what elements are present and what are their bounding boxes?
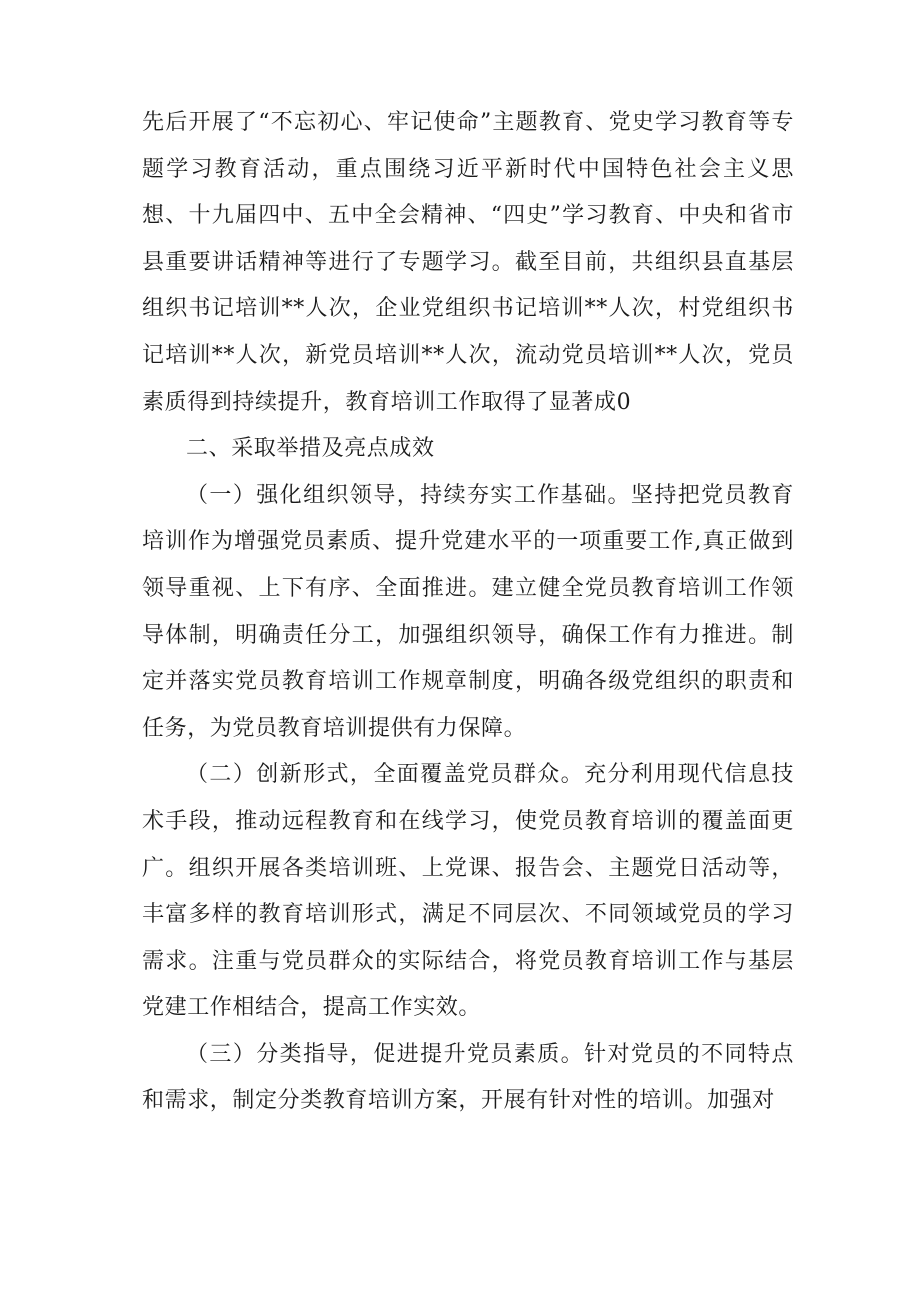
paragraph-measure-1: （一）强化组织领导，持续夯实工作基础。坚持把党员教育培训作为增强党员素质、提升党建水平的一项重要工作,真正做到领导重视、上下有序、全面推进。建立健全党员教育培训工作领导体制，明确责任分工，加强组织领导，确保工作有力推进。制定并落实党员教育培训工作规章制度，明确各级党组织的职责和任务，为党员教育培训提供有力保障。: [142, 482, 794, 741]
paragraph-intro-continuation: 先后开展了“不忘初心、牢记使命”主题教育、党史学习教育等专题学习教育活动，重点围绕习近平新时代中国特色社会主义思想、十九届四中、五中全会精神、“四史”学习教育、中央和省市县重要讲话精神等进行了专题学习。截至目前，共组织县直基层组织书记培训**人次，企业党组织书记培训**人次，村党组织书记培训**人次，新党员培训**人次，流动党员培训**人次，党员素质得到持续提升，教育培训工作取得了显著成0: [142, 110, 794, 415]
document-body: [142, 100, 794, 1125]
section-heading: 二、采取举措及亮点成效: [186, 436, 435, 462]
paragraph-measure-2: （二）创新形式，全面覆盖党员群众。充分利用现代信息技术手段，推动远程教育和在线学习，使党员教育培训的覆盖面更广。组织开展各类培训班、上党课、报告会、主题党日活动等，丰富多样的教育培训形式，满足不同层次、不同领域党员的学习需求。注重与党员群众的实际结合，将党员教育培训工作与基层党建工作相结合，提高工作实效。: [142, 762, 794, 1021]
paragraph-measure-3: （三）分类指导，促进提升党员素质。针对党员的不同特点和需求，制定分类教育培训方案，开展有针对性的培训。加强对: [142, 1041, 794, 1114]
